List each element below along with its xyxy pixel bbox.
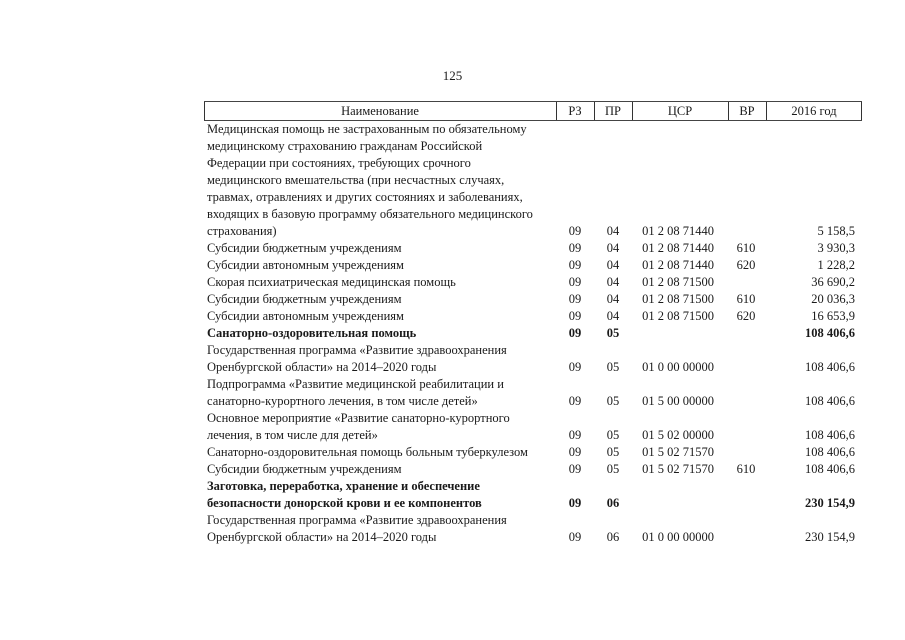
row-csr: 01 2 08 71440 <box>642 258 714 272</box>
row-csr: 01 5 02 71570 <box>642 462 714 476</box>
row-rz: 09 <box>568 496 582 510</box>
row-pr: 04 <box>606 258 620 272</box>
row-amount: 3 930,3 <box>817 241 855 255</box>
header-csr: ЦСР <box>667 104 693 118</box>
table-row <box>0 342 905 376</box>
table-row <box>0 274 905 291</box>
table-row <box>0 291 905 308</box>
row-amount: 36 690,2 <box>811 275 855 289</box>
row-csr: 01 2 08 71500 <box>642 309 714 323</box>
row-csr: 01 0 00 00000 <box>642 530 714 544</box>
table-row <box>0 444 905 461</box>
row-amount: 108 406,6 <box>805 360 855 374</box>
row-name: Основное мероприятие «Развитие санаторно-курортного лечения, в том числе для детей» <box>207 411 510 442</box>
row-csr: 01 2 08 71500 <box>642 275 714 289</box>
row-name: Субсидии бюджетным учреждениям <box>207 462 402 476</box>
row-vr: 610 <box>736 292 756 306</box>
row-name: Медицинская помощь не застрахованным по обязательному медицинскому страхованию гражданам Российской Федерации при состояниях, требующих срочного медицинского вмешательства (при несчастных случаях, травмах, отравлениях и других состояниях и заболеваниях, входящих в базовую программу обязательного медицинского страхования) <box>207 122 533 238</box>
row-csr: 01 2 08 71440 <box>642 224 714 238</box>
row-rz: 09 <box>568 530 582 544</box>
row-name: Санаторно-оздоровительная помощь больным туберкулезом <box>207 445 528 459</box>
table-row <box>0 376 905 410</box>
row-pr: 05 <box>606 360 620 374</box>
header-name: Наименование <box>341 104 419 118</box>
header-rz: РЗ <box>568 104 582 118</box>
row-vr: 620 <box>736 309 756 323</box>
row-name: Заготовка, переработка, хранение и обеспечение безопасности донорской крови и ее компонентов <box>207 479 482 510</box>
row-amount: 230 154,9 <box>805 530 855 544</box>
row-rz: 09 <box>568 258 582 272</box>
row-csr: 01 5 02 00000 <box>642 428 714 442</box>
row-csr: 01 2 08 71500 <box>642 292 714 306</box>
row-amount: 20 036,3 <box>811 292 855 306</box>
row-vr: 610 <box>736 241 756 255</box>
row-rz: 09 <box>568 292 582 306</box>
row-rz: 09 <box>568 326 582 340</box>
row-name: Субсидии бюджетным учреждениям <box>207 241 402 255</box>
row-pr: 05 <box>606 428 620 442</box>
row-rz: 09 <box>568 309 582 323</box>
row-amount: 108 406,6 <box>805 428 855 442</box>
row-name: Скорая психиатрическая медицинская помощь <box>207 275 456 289</box>
row-name: Субсидии бюджетным учреждениям <box>207 292 402 306</box>
header-pr: ПР <box>605 104 621 118</box>
row-name: Подпрограмма «Развитие медицинской реабилитации и санаторно-курортного лечения, в том числе детей» <box>207 377 504 408</box>
row-csr: 01 5 02 71570 <box>642 445 714 459</box>
row-vr: 610 <box>736 462 756 476</box>
row-amount: 108 406,6 <box>805 445 855 459</box>
row-pr: 06 <box>606 496 620 510</box>
table-row <box>0 461 905 478</box>
header-amount: 2016 год <box>791 104 837 118</box>
row-name: Государственная программа «Развитие здравоохранения Оренбургской области» на 2014–2020 годы <box>207 513 507 544</box>
row-amount: 108 406,6 <box>805 394 855 408</box>
row-pr: 05 <box>606 326 620 340</box>
table-row <box>0 240 905 257</box>
row-amount: 16 653,9 <box>811 309 855 323</box>
table-header <box>204 101 862 121</box>
row-amount: 108 406,6 <box>805 326 855 340</box>
table-row <box>0 308 905 325</box>
row-pr: 04 <box>606 292 620 306</box>
row-pr: 04 <box>606 309 620 323</box>
header-divider <box>861 102 862 120</box>
row-pr: 04 <box>606 224 620 238</box>
table-row <box>0 410 905 444</box>
row-name: Субсидии автономным учреждениям <box>207 258 404 272</box>
table-row <box>0 121 905 240</box>
row-rz: 09 <box>568 394 582 408</box>
table-row <box>0 325 905 342</box>
row-pr: 06 <box>606 530 620 544</box>
row-name: Санаторно-оздоровительная помощь <box>207 326 417 340</box>
row-amount: 108 406,6 <box>805 462 855 476</box>
table-row <box>0 478 905 512</box>
table-body <box>0 121 905 546</box>
row-rz: 09 <box>568 224 582 238</box>
row-pr: 05 <box>606 394 620 408</box>
table-row <box>0 512 905 546</box>
row-name: Государственная программа «Развитие здравоохранения Оренбургской области» на 2014–2020 годы <box>207 343 507 374</box>
row-amount: 1 228,2 <box>817 258 855 272</box>
row-rz: 09 <box>568 241 582 255</box>
row-rz: 09 <box>568 275 582 289</box>
row-csr: 01 0 00 00000 <box>642 360 714 374</box>
header-vr: ВР <box>739 104 755 118</box>
row-name: Субсидии автономным учреждениям <box>207 309 404 323</box>
row-amount: 230 154,9 <box>805 496 855 510</box>
page-number: 125 <box>442 68 463 83</box>
row-pr: 04 <box>606 275 620 289</box>
table-row <box>0 257 905 274</box>
row-pr: 05 <box>606 462 620 476</box>
row-vr: 620 <box>736 258 756 272</box>
row-pr: 04 <box>606 241 620 255</box>
row-csr: 01 2 08 71440 <box>642 241 714 255</box>
row-amount: 5 158,5 <box>817 224 855 238</box>
row-csr: 01 5 00 00000 <box>642 394 714 408</box>
row-rz: 09 <box>568 445 582 459</box>
row-rz: 09 <box>568 462 582 476</box>
row-pr: 05 <box>606 445 620 459</box>
row-rz: 09 <box>568 360 582 374</box>
row-rz: 09 <box>568 428 582 442</box>
